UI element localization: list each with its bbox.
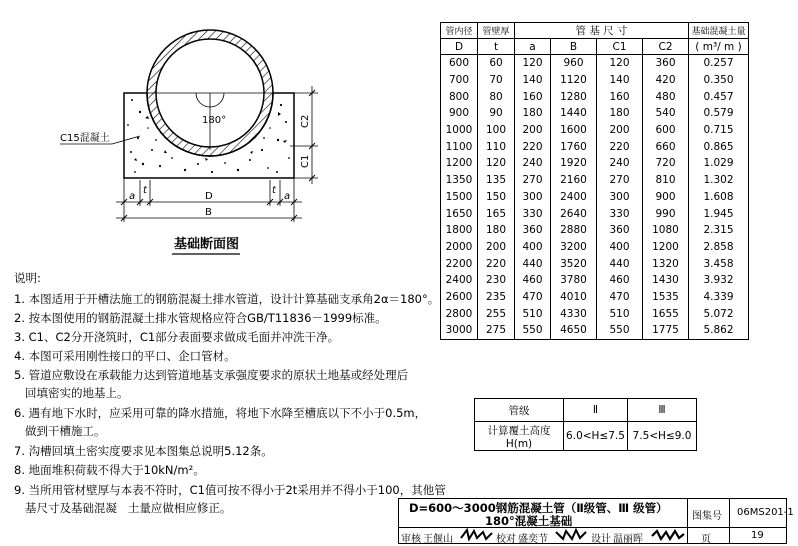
table-cell: 220 xyxy=(515,138,551,155)
table-cell: 1120 xyxy=(551,72,597,89)
header-b: B xyxy=(551,39,597,55)
table-cell: 200 xyxy=(478,239,515,256)
table-cell: 135 xyxy=(478,172,515,189)
dim-a-right: a xyxy=(284,191,291,202)
table-cell: 700 xyxy=(441,72,478,89)
note-item: 4. 本图可采用刚性接口的平口、企口管材。 xyxy=(14,349,236,363)
notes-heading: 说明: xyxy=(14,271,41,285)
table-cell: 1500 xyxy=(441,189,478,206)
dim-t-left: t xyxy=(143,185,147,196)
table-cell: 1650 xyxy=(441,205,478,222)
header-unit: ( m³/ m ) xyxy=(689,39,749,55)
header-concrete: 基础混凝土量 xyxy=(689,23,749,39)
table-cell: 1600 xyxy=(551,122,597,139)
table-cell: 180 xyxy=(515,105,551,122)
table-cell: 1100 xyxy=(441,138,478,155)
table-cell: 1.608 xyxy=(689,189,749,206)
table-cell: 255 xyxy=(478,305,515,322)
table-cell: 180 xyxy=(597,105,643,122)
table-cell: 510 xyxy=(597,305,643,322)
table-row xyxy=(441,88,749,105)
table-cell: 2200 xyxy=(441,255,478,272)
dim-c1-label: C1 xyxy=(300,154,311,168)
table-cell: 4010 xyxy=(551,289,597,306)
foundation-section-drawing xyxy=(0,0,420,260)
table-row xyxy=(441,55,749,72)
table-cell: 60 xyxy=(478,55,515,72)
header-base-size: 管 基 尺 寸 xyxy=(515,23,689,39)
table-cell: 960 xyxy=(551,55,597,72)
table-cell: 360 xyxy=(515,222,551,239)
table-cell: 270 xyxy=(597,172,643,189)
atlas-number: 06MS201-1 xyxy=(737,507,794,518)
table-row xyxy=(441,189,749,206)
table-cell: 0.715 xyxy=(689,122,749,139)
concrete-grade-label: C15混凝土 xyxy=(60,133,110,144)
header-a: a xyxy=(515,39,551,55)
table-cell: 2400 xyxy=(551,189,597,206)
table-cell: 3780 xyxy=(551,272,597,289)
table-cell: 990 xyxy=(643,205,689,222)
page-number: 19 xyxy=(751,530,764,541)
table-cell: 2.315 xyxy=(689,222,749,239)
table-cell: 165 xyxy=(478,205,515,222)
table-row xyxy=(441,305,749,322)
table-row xyxy=(441,222,749,239)
note-item: 2. 按本图使用的钢筋混凝土排水管规格应符合GB/T11836－1999标准。 xyxy=(14,311,387,325)
reviewer-name: 王偃山 xyxy=(423,534,453,545)
table-cell: 1320 xyxy=(643,255,689,272)
table-cell: 3000 xyxy=(441,322,478,339)
table-cell: 90 xyxy=(478,105,515,122)
support-angle-label: 180° xyxy=(202,115,227,126)
table-cell: 1535 xyxy=(643,289,689,306)
table-cell: 1655 xyxy=(643,305,689,322)
check-label: 校对 xyxy=(496,534,516,545)
table-cell: 2400 xyxy=(441,272,478,289)
dim-c2-label: C2 xyxy=(300,114,311,128)
table-cell: 270 xyxy=(515,172,551,189)
table-cell: 200 xyxy=(597,122,643,139)
dim-d-label: D xyxy=(205,191,213,202)
table-cell: 1920 xyxy=(551,155,597,172)
designer-name: 温丽晖 xyxy=(613,534,643,545)
table-row xyxy=(441,172,749,189)
note-item: 6. 遇有地下水时，应采用可靠的降水措施，将地下水降至槽底以下不小于0.5m， xyxy=(14,406,427,420)
table-cell: 2000 xyxy=(441,239,478,256)
table-cell: 800 xyxy=(441,88,478,105)
drawing-caption: 基础断面图 xyxy=(174,237,240,252)
note-item: 8. 地面堆积荷载不得大于10kN/m²。 xyxy=(14,463,205,477)
table-cell: 460 xyxy=(515,272,551,289)
table-cell: 150 xyxy=(478,189,515,206)
table-cell: 600 xyxy=(441,55,478,72)
dim-a-left: a xyxy=(129,191,136,202)
table-row xyxy=(441,272,749,289)
table-cell: 1.302 xyxy=(689,172,749,189)
cover-grade-3: Ⅲ xyxy=(628,399,697,422)
cover-header-label: 管级 xyxy=(475,399,564,422)
table-cell: 2880 xyxy=(551,222,597,239)
table-cell: 1280 xyxy=(551,88,597,105)
table-cell: 160 xyxy=(515,88,551,105)
table-cell: 275 xyxy=(478,322,515,339)
table-cell: 720 xyxy=(643,155,689,172)
cover-grade-2: Ⅱ xyxy=(564,399,628,422)
table-cell: 140 xyxy=(515,72,551,89)
table-cell: 300 xyxy=(515,189,551,206)
table-cell: 1440 xyxy=(551,105,597,122)
table-cell: 5.072 xyxy=(689,305,749,322)
table-cell: 550 xyxy=(515,322,551,339)
table-cell: 80 xyxy=(478,88,515,105)
table-cell: 0.865 xyxy=(689,138,749,155)
table-cell: 510 xyxy=(515,305,551,322)
table-row xyxy=(441,239,749,256)
note-item: 回填密实的地基上。 xyxy=(14,386,129,400)
table-cell: 1350 xyxy=(441,172,478,189)
table-cell: 240 xyxy=(515,155,551,172)
table-cell: 900 xyxy=(441,105,478,122)
dim-b-label: B xyxy=(205,207,212,218)
table-cell: 660 xyxy=(643,138,689,155)
table-cell: 220 xyxy=(597,138,643,155)
table-cell: 1775 xyxy=(643,322,689,339)
table-cell: 4.339 xyxy=(689,289,749,306)
checker-signature xyxy=(554,528,590,542)
designer-signature xyxy=(650,528,686,542)
table-row xyxy=(441,289,749,306)
table-cell: 120 xyxy=(597,55,643,72)
table-cell: 4650 xyxy=(551,322,597,339)
table-cell: 0.579 xyxy=(689,105,749,122)
table-cell: 550 xyxy=(597,322,643,339)
table-cell: 420 xyxy=(643,72,689,89)
note-item: 1. 本图适用于开槽法施工的钢筋混凝土排水管道，设计计算基础支承角2α＝180°。 xyxy=(14,292,440,306)
cover-range-3: 7.5<H≤9.0 xyxy=(628,422,697,451)
table-row xyxy=(441,122,749,139)
table-cell: 360 xyxy=(597,222,643,239)
header-d: D xyxy=(441,39,478,55)
table-cell: 330 xyxy=(597,205,643,222)
table-cell: 180 xyxy=(478,222,515,239)
table-cell: 470 xyxy=(515,289,551,306)
table-cell: 1.945 xyxy=(689,205,749,222)
table-cell: 1000 xyxy=(441,122,478,139)
table-cell: 810 xyxy=(643,172,689,189)
table-cell: 235 xyxy=(478,289,515,306)
table-cell: 1080 xyxy=(643,222,689,239)
table-cell: 400 xyxy=(597,239,643,256)
table-cell: 220 xyxy=(478,255,515,272)
title-line-2: 180°混凝土基础 xyxy=(485,514,573,528)
table-row xyxy=(441,138,749,155)
table-cell: 1760 xyxy=(551,138,597,155)
table-cell: 5.862 xyxy=(689,322,749,339)
table-cell: 600 xyxy=(643,122,689,139)
table-cell: 460 xyxy=(597,272,643,289)
table-cell: 200 xyxy=(515,122,551,139)
table-cell: 2600 xyxy=(441,289,478,306)
table-cell: 3.458 xyxy=(689,255,749,272)
table-cell: 1200 xyxy=(643,239,689,256)
header-t: t xyxy=(478,39,515,55)
table-cell: 4330 xyxy=(551,305,597,322)
title-line-1: D=600～3000钢筋混凝土管（Ⅱ级管、Ⅲ 级管） xyxy=(409,501,668,515)
header-c1: C1 xyxy=(597,39,643,55)
table-cell: 120 xyxy=(478,155,515,172)
dim-t-right: t xyxy=(272,185,276,196)
table-cell: 300 xyxy=(597,189,643,206)
table-cell: 2.858 xyxy=(689,239,749,256)
page-label: 页 xyxy=(701,534,711,545)
table-cell: 230 xyxy=(478,272,515,289)
table-cell: 110 xyxy=(478,138,515,155)
table-cell: 0.257 xyxy=(689,55,749,72)
table-cell: 360 xyxy=(643,55,689,72)
note-item: 做到干槽施工。 xyxy=(14,424,106,438)
table-cell: 3.932 xyxy=(689,272,749,289)
reviewer-signature xyxy=(459,528,495,542)
pipe-base-table xyxy=(440,22,749,340)
table-cell: 160 xyxy=(597,88,643,105)
table-body xyxy=(441,55,749,340)
table-row xyxy=(441,205,749,222)
note-item: 7. 沟槽回填土密实度要求见本图集总说明5.12条。 xyxy=(14,444,273,458)
table-cell: 440 xyxy=(597,255,643,272)
table-cell: 0.457 xyxy=(689,88,749,105)
table-cell: 400 xyxy=(515,239,551,256)
checker-name: 盛奕节 xyxy=(518,534,548,545)
table-cell: 0.350 xyxy=(689,72,749,89)
table-cell: 1.029 xyxy=(689,155,749,172)
table-cell: 70 xyxy=(478,72,515,89)
table-cell: 3200 xyxy=(551,239,597,256)
table-row xyxy=(441,72,749,89)
table-cell: 2640 xyxy=(551,205,597,222)
table-row xyxy=(441,155,749,172)
table-cell: 1200 xyxy=(441,155,478,172)
table-cell: 480 xyxy=(643,88,689,105)
review-label: 审核 xyxy=(401,534,421,545)
table-cell: 1430 xyxy=(643,272,689,289)
header-c2: C2 xyxy=(643,39,689,55)
header-wall: 管壁厚 xyxy=(478,23,515,39)
table-cell: 120 xyxy=(515,55,551,72)
note-item: 5. 管道应敷设在承载能力达到管道地基支承强度要求的原状土地基或经处理后 xyxy=(14,368,409,382)
note-item: 3. C1、C2分开浇筑时，C1部分表面要求做成毛面并冲洗干净。 xyxy=(14,330,340,344)
note-item: 9. 当所用管材壁厚与本表不符时，C1值可按不得小于2t采用并不得小于100，其他管 xyxy=(14,483,446,497)
table-cell: 100 xyxy=(478,122,515,139)
title-block xyxy=(398,498,794,545)
table-cell: 140 xyxy=(597,72,643,89)
table-cell: 2160 xyxy=(551,172,597,189)
cover-row-label: 计算覆土高度H(m) xyxy=(475,422,564,451)
header-pipe-inner: 管内径 xyxy=(441,23,478,39)
table-cell: 3520 xyxy=(551,255,597,272)
cover-range-2: 6.0<H≤7.5 xyxy=(564,422,628,451)
table-cell: 470 xyxy=(597,289,643,306)
design-label: 设计 xyxy=(591,534,611,545)
table-cell: 240 xyxy=(597,155,643,172)
table-cell: 440 xyxy=(515,255,551,272)
table-cell: 540 xyxy=(643,105,689,122)
table-cell: 900 xyxy=(643,189,689,206)
table-cell: 330 xyxy=(515,205,551,222)
atlas-label: 图集号 xyxy=(692,511,722,522)
table-row xyxy=(441,322,749,339)
note-item: 基尺寸及基础混凝 土量应做相应修正。 xyxy=(14,501,232,515)
cover-height-table xyxy=(474,398,697,451)
table-cell: 2800 xyxy=(441,305,478,322)
table-cell: 1800 xyxy=(441,222,478,239)
table-row xyxy=(441,255,749,272)
table-row xyxy=(441,105,749,122)
